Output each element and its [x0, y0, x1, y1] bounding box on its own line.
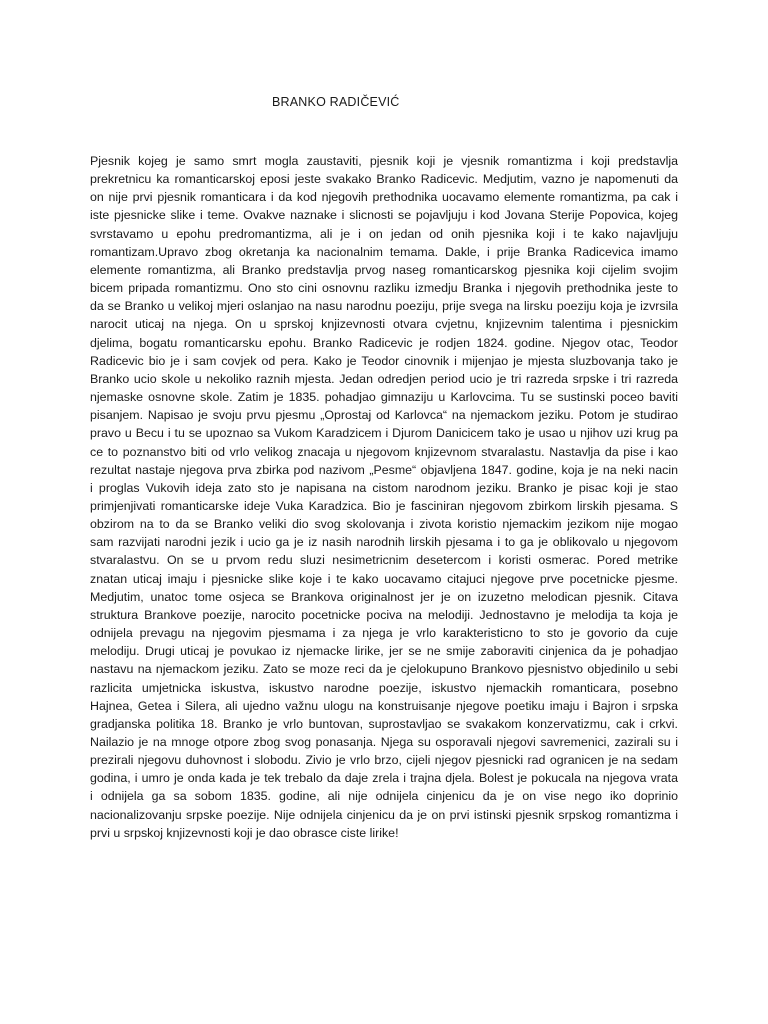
body-line: Pjesnik kojeg je samo smrt mogla zaustaviti, pjesnik koji je vjesnik romantizma i koji predstavlja	[90, 154, 678, 168]
body-line: odnijela prevagu na njegovim pjesmama i za njega je vrlo karakteristicno to sto je govorio da cuje	[90, 626, 678, 641]
body-line: i odnijela ga sa sobom 1835. godine, ali nije odnijela cinjenicu da je on vise nego iko doprinio	[90, 789, 678, 804]
body-line: da se Branko u velikoj mjeri oslanjao na nasu narodnu poeziju, prije svega na lirsku poeziju koja je izvrsila	[90, 299, 678, 314]
body-line: Radicevic bio je i sam covjek od pera. Kako je Teodor cinovnik i mijenjao je mjesta sluzbovanja tako je	[90, 353, 678, 368]
body-line: bicem pripada romantizmu. Ono sto cini osnovnu razliku izmedju Branka i njegovih prethodnika jeste to	[90, 281, 678, 296]
body-line: romantizam.Upravo zbog okretanja ka nacionalnim temama. Dakle, i prije Branka Radicevica imamo	[90, 244, 678, 259]
body-line: svrstavamo u epohu predromantizma, ali je i on jedan od onih pjesnika koji i te kako najavljuju	[90, 226, 678, 241]
body-line: prvi u srpskoj knjizevnosti koji je dao obrasce ciste lirike!	[90, 825, 399, 840]
body-line: gradjanska politika 18. Branko je vrlo buntovan, suprostavljao se svakakom konzervatizmu, cak i crkvi.	[90, 716, 678, 731]
body-line: Branko ucio skole u nekoliko raznih mjesta. Jedan odredjen period ucio je tri razreda srpske i tri razreda	[90, 371, 678, 386]
body-line: rezultat nastaje njegova prva zbirka pod nazivom „Pesme“ objavljena 1847. godine, koja je na neki nacin	[90, 462, 678, 477]
body-line: ce to poznanstvo biti od vrlo velikog znacaja u njegovom knjizevnom stvaralastu. Nastavlja da pise i kao	[90, 444, 678, 459]
body-line: stvaralastvu. On se u prvom redu sluzi nesimetricnim desetercom i koristi osmerac. Pored metrike	[90, 553, 678, 568]
body-line: nacionalizovanju srpske poezije. Nije odnijela cinjenicu da je on prvi istinski pjesnik srpskog romantizma i	[90, 807, 678, 822]
body-line: znatan uticaj imaju i pjesnicke slike koje i te kako uocavamo citajuci njegove prve pocetnicke pjesme.	[90, 571, 678, 586]
body-line: i proglas Vukovih ideja zato sto je napisana na cistom narodnom jeziku. Branko je pisac koji je stao	[90, 480, 678, 495]
body-line: prezirali njegovu duhovnost i slobodu. Zivio je vrlo brzo, cijeli njegov pjesnicki rad ogranicen je na sedam	[90, 753, 678, 768]
document-title: BRANKO RADIČEVIĆ	[272, 95, 400, 109]
body-line: pisanjem. Napisao je svoju prvu pjesmu „Oprostaj od Karlovca“ na njemackom jeziku. Potom je studirao	[90, 408, 678, 423]
body-line: godina, i umro je onda kada je tek trebalo da daje zrela i trajna djela. Bolest je pokucala na njegova vrata	[90, 771, 678, 786]
body-line: melodiju. Drugi uticaj je povukao iz njemacke lirike, jer se ne smije zaboraviti cinjenica da je pohadjao	[90, 644, 678, 659]
body-line: djelima, bogatu romanticarsku epohu. Branko Radicevic je rodjen 1824. godine. Njegov otac, Teodor	[90, 335, 678, 350]
body-line: struktura Brankove poezije, narocito pocetnicke pociva na melodiji. Jednostavno je melodija ta koja je	[90, 607, 678, 622]
body-line: Hajnea, Getea i Silera, ali ujedno važnu ulogu na konstruisanje njegove poetiku imaju i Bajron i srpska	[90, 698, 678, 713]
body-line: prekretnicu ka romanticarskoj eposi jeste svakako Branko Radicevic. Medjutim, vazno je napomenuti da	[90, 172, 678, 187]
body-line: njemaske osnovne skole. Zatim je 1835. pohadjao gimnaziju u Karlovcima. Tu se sustinski poceo baviti	[90, 390, 678, 405]
body-line: elemente romantizma, ali Branko predstavlja prvog naseg romanticarskog pjesnika koji cijelim svojim	[90, 262, 678, 277]
body-line: iste pjesnicke slike i teme. Ovakve naznake i slicnosti se pojavljuju i kod Jovana Sterije Popovica, kojeg	[90, 208, 678, 223]
body-line: razlicita umjetnicka iskustva, iskustvo narodne poezije, iskustvo njemackih romanticara, posebno	[90, 680, 678, 695]
document-body	[90, 152, 678, 842]
body-line: narocit uticaj na njega. On u sprskoj knjizevnosti otvara cvjetnu, knjizevnim talentima i pjesnickim	[90, 317, 678, 332]
body-line: Medjutim, unatoc tome osjeca se Brankova originalnost jer je on izuzetno melodican pjesnik. Citava	[90, 589, 678, 604]
body-line: primjenjivati romanticarske ideje Vuka Karadzica. Bio je fasciniran njegovom zbirkom lirskih pjesama. S	[90, 498, 678, 513]
body-line: obzirom na to da se Branko veliki dio svog skolovanja i zivota koristio njemackim jezikom nije mogao	[90, 517, 678, 532]
body-line: sam razvijati narodni jezik i ucio ga je iz nasih narodnih lirskih pjesama i to ga je oblikovalo u njegovom	[90, 535, 678, 550]
body-line: pravo u Becu i tu se upoznao sa Vukom Karadzicem i Djurom Danicicem tako je usao u njihov uzi krug pa	[90, 426, 678, 441]
body-line: nastavu na njemackom jeziku. Zato se moze reci da je cjelokupuno Brankovo pjesnistvo objedinilo u sebi	[90, 662, 678, 677]
body-line: Nailazio je na mnoge otpore zbog svog ponasanja. Njega su osporavali njegovi savremenici, zazirali su i	[90, 735, 678, 749]
body-line: on nije prvi pjesnik romanticara i da kod njegovih prethodnika uocavamo elemente romantizma, pa cak i	[90, 190, 678, 205]
